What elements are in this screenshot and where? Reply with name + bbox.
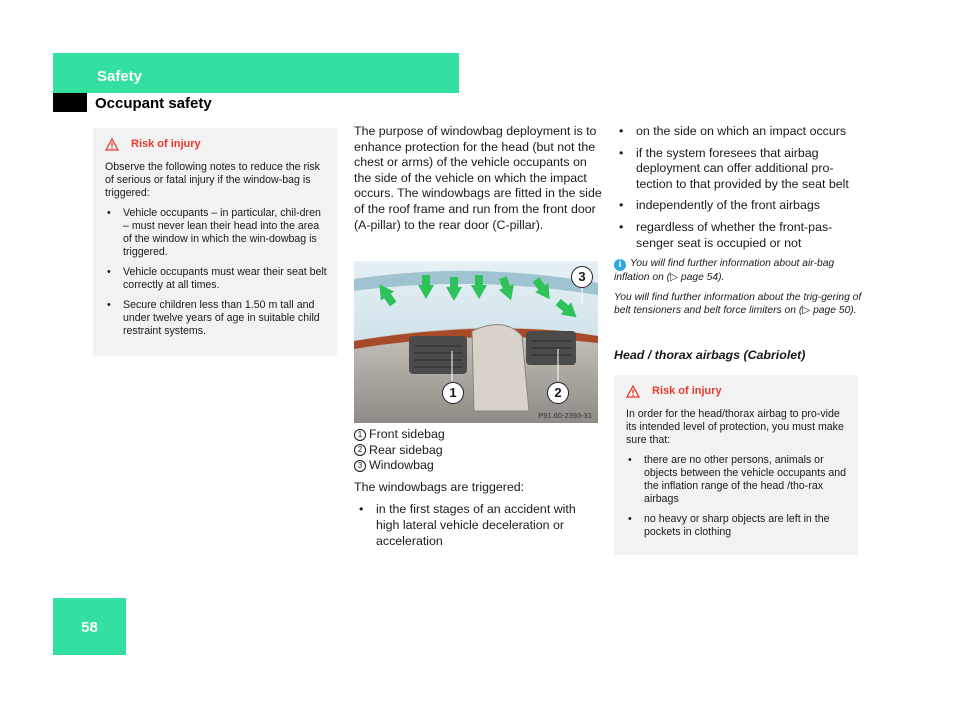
info-note-belt: You will find further information about the trig-gering of belt tensioners and belt force limiters on (▷ page 50). — [614, 291, 862, 317]
warning-list — [626, 454, 848, 539]
triggered-list — [354, 502, 602, 549]
page-ref-arrow: ▷ — [802, 305, 811, 317]
warning-triangle-icon — [626, 385, 640, 398]
triggered-intro: The windowbags are triggered: — [354, 479, 525, 494]
condition-bullet: • regardless of whether the front-pas-senger seat is occupied or not — [614, 220, 864, 251]
condition-bullet: • independently of the front airbags — [614, 198, 864, 214]
legend-number: 1 — [354, 429, 366, 441]
legend-item — [354, 443, 602, 459]
warning-bullet: • Secure children less than 1.50 m tall and under twelve years of age in suitable child restraint systems. — [105, 299, 327, 338]
warning-heading — [105, 138, 327, 151]
warning-title: Risk of injury — [652, 385, 722, 397]
header-marker — [53, 93, 87, 112]
warning-bullet: • there are no other persons, animals or objects between the vehicle occupants and the inflation range of the head /tho-rax airbags — [626, 454, 848, 506]
middle-column-lower — [354, 427, 602, 555]
page-title: Occupant safety — [95, 95, 212, 112]
info-icon: i — [614, 259, 626, 271]
warning-heading — [626, 385, 848, 398]
warning-bullet: • no heavy or sharp objects are left in the pockets in clothing — [626, 513, 848, 539]
warning-triangle-icon — [105, 138, 119, 151]
warning-intro: In order for the head/thorax airbag to pro-vide its intended level of protection, you must make sure that: — [626, 408, 844, 446]
legend-item — [354, 458, 602, 474]
warning-title: Risk of injury — [131, 138, 201, 150]
warning-intro: Observe the following notes to reduce the risk of serious or fatal injury if the window-bag is triggered: — [105, 161, 320, 199]
middle-column-intro — [354, 124, 602, 240]
page-ref-arrow: ▷ — [670, 272, 679, 284]
legend-number: 3 — [354, 460, 366, 472]
info-notes — [614, 257, 864, 318]
cabriolet-airbags-heading: Head / thorax airbags (Cabriolet) — [614, 348, 806, 362]
callout-2: 2 — [547, 382, 569, 404]
condition-bullet: • on the side on which an impact occurs — [614, 124, 864, 140]
warning-list — [105, 207, 327, 338]
right-column — [614, 124, 864, 324]
warning-bullet: • Vehicle occupants – in particular, chil-dren – must never lean their head into the area of the window in which the win-dowbag is triggered. — [105, 207, 327, 259]
legend-label: Front sidebag — [369, 427, 445, 441]
warning-bullet: • Vehicle occupants must wear their seat belt correctly at all times. — [105, 266, 327, 292]
section-title: Safety — [97, 68, 143, 85]
triggered-bullet: • in the first stages of an accident with high lateral vehicle deceleration or acceleration — [354, 502, 602, 549]
info-note-airbag: i You will find further information about air-bag inflation on (▷ page 54). — [614, 258, 835, 284]
windowbag-illustration — [354, 261, 598, 423]
legend-label: Rear sidebag — [369, 442, 443, 457]
warning-box-windowbag — [93, 128, 337, 356]
legend-number: 2 — [354, 444, 366, 456]
windowbag-purpose-text: The purpose of windowbag deployment is to enhance protection for the head (but not the chest or arms) of the vehicle occupants on the side of the vehicle on which the impact occurs. The windowbags are fitted in the side of the roof frame and run from the front door (A-pillar) to the rear door (C-pillar). — [354, 124, 602, 232]
trigger-conditions-list — [614, 124, 864, 251]
page-number: 58 — [81, 619, 98, 636]
callout-3: 3 — [571, 266, 593, 288]
warning-box-head-thorax — [614, 375, 858, 555]
condition-bullet: • if the system foresees that airbag deployment can offer additional pro-tection to that provided by the seat belt — [614, 146, 864, 193]
legend-label: Windowbag — [369, 458, 434, 473]
figure-code: P91.60-2393-31 — [538, 411, 592, 420]
legend-item — [354, 427, 602, 443]
callout-1: 1 — [442, 382, 464, 404]
